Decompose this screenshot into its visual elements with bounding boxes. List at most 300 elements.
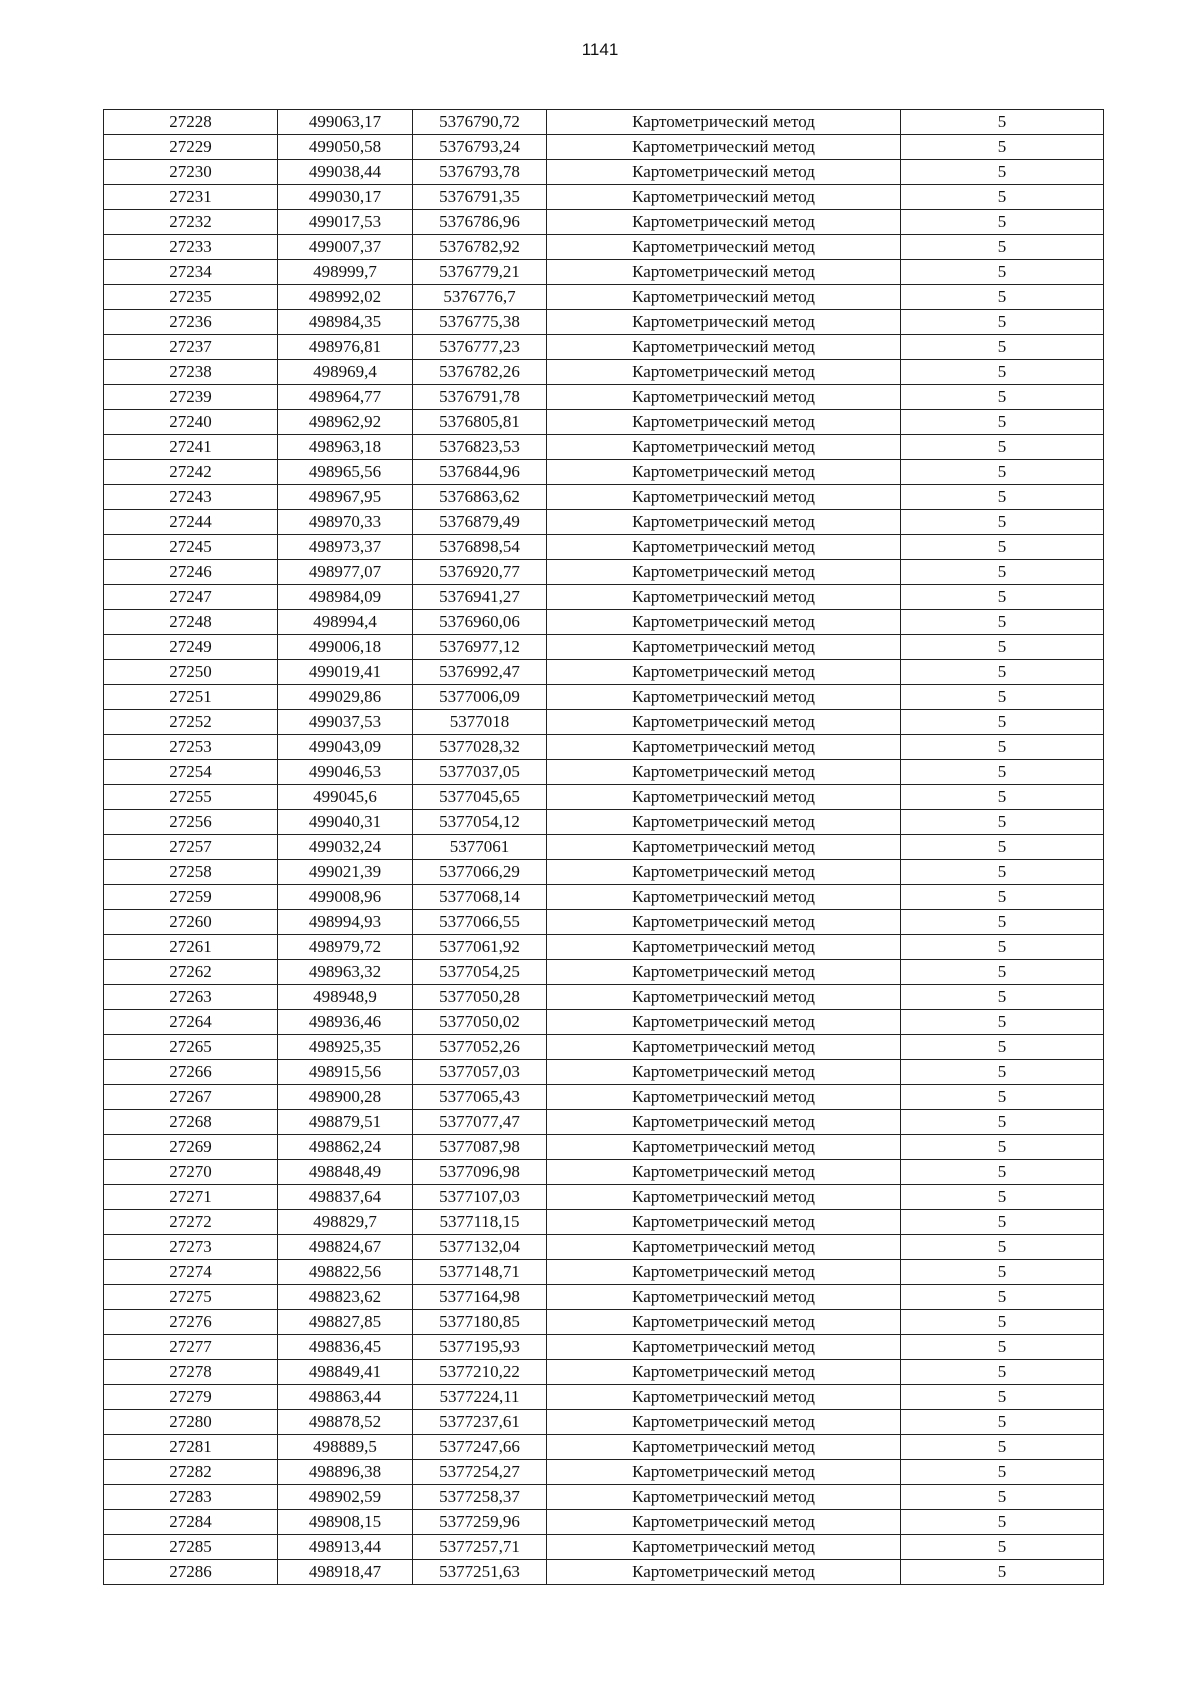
table-row: [104, 985, 1104, 1010]
x-coordinate-cell: 499037,53: [278, 710, 413, 735]
accuracy-cell: 5: [901, 835, 1104, 860]
accuracy-cell: 5: [901, 885, 1104, 910]
method-cell: Картометрический метод: [547, 1085, 901, 1110]
point-number-cell: 27269: [104, 1135, 278, 1160]
table-row: [104, 1135, 1104, 1160]
x-coordinate-cell: 499046,53: [278, 760, 413, 785]
y-coordinate-cell: 5377237,61: [413, 1410, 547, 1435]
x-coordinate-cell: 499008,96: [278, 885, 413, 910]
table-row: [104, 135, 1104, 160]
y-coordinate-cell: 5376992,47: [413, 660, 547, 685]
point-number-cell: 27261: [104, 935, 278, 960]
accuracy-cell: 5: [901, 1110, 1104, 1135]
method-cell: Картометрический метод: [547, 1260, 901, 1285]
x-coordinate-cell: 498863,44: [278, 1385, 413, 1410]
x-coordinate-cell: 498963,18: [278, 435, 413, 460]
accuracy-cell: 5: [901, 210, 1104, 235]
point-number-cell: 27274: [104, 1260, 278, 1285]
x-coordinate-cell: 498964,77: [278, 385, 413, 410]
point-number-cell: 27252: [104, 710, 278, 735]
point-number-cell: 27268: [104, 1110, 278, 1135]
method-cell: Картометрический метод: [547, 1410, 901, 1435]
x-coordinate-cell: 499050,58: [278, 135, 413, 160]
table-row: [104, 560, 1104, 585]
accuracy-cell: 5: [901, 460, 1104, 485]
point-number-cell: 27243: [104, 485, 278, 510]
point-number-cell: 27262: [104, 960, 278, 985]
table-row: [104, 1285, 1104, 1310]
table-row: [104, 935, 1104, 960]
table-row: [104, 1460, 1104, 1485]
y-coordinate-cell: 5377057,03: [413, 1060, 547, 1085]
accuracy-cell: 5: [901, 1235, 1104, 1260]
method-cell: Картометрический метод: [547, 260, 901, 285]
method-cell: Картометрический метод: [547, 735, 901, 760]
accuracy-cell: 5: [901, 610, 1104, 635]
accuracy-cell: 5: [901, 585, 1104, 610]
point-number-cell: 27228: [104, 110, 278, 135]
y-coordinate-cell: 5377257,71: [413, 1535, 547, 1560]
y-coordinate-cell: 5376777,23: [413, 335, 547, 360]
accuracy-cell: 5: [901, 660, 1104, 685]
x-coordinate-cell: 498969,4: [278, 360, 413, 385]
table-row: [104, 610, 1104, 635]
point-number-cell: 27234: [104, 260, 278, 285]
table-row: [104, 310, 1104, 335]
accuracy-cell: 5: [901, 1560, 1104, 1585]
accuracy-cell: 5: [901, 485, 1104, 510]
table-row: [104, 1060, 1104, 1085]
method-cell: Картометрический метод: [547, 310, 901, 335]
method-cell: Картометрический метод: [547, 410, 901, 435]
y-coordinate-cell: 5376920,77: [413, 560, 547, 585]
x-coordinate-cell: 498900,28: [278, 1085, 413, 1110]
method-cell: Картометрический метод: [547, 785, 901, 810]
y-coordinate-cell: 5376941,27: [413, 585, 547, 610]
x-coordinate-cell: 498878,52: [278, 1410, 413, 1435]
point-number-cell: 27246: [104, 560, 278, 585]
y-coordinate-cell: 5377050,02: [413, 1010, 547, 1035]
table-row: [104, 810, 1104, 835]
x-coordinate-cell: 499038,44: [278, 160, 413, 185]
x-coordinate-cell: 498992,02: [278, 285, 413, 310]
point-number-cell: 27258: [104, 860, 278, 885]
point-number-cell: 27279: [104, 1385, 278, 1410]
table-row: [104, 210, 1104, 235]
y-coordinate-cell: 5376793,24: [413, 135, 547, 160]
point-number-cell: 27270: [104, 1160, 278, 1185]
method-cell: Картометрический метод: [547, 385, 901, 410]
method-cell: Картометрический метод: [547, 835, 901, 860]
point-number-cell: 27245: [104, 535, 278, 560]
accuracy-cell: 5: [901, 1035, 1104, 1060]
method-cell: Картометрический метод: [547, 810, 901, 835]
y-coordinate-cell: 5377247,66: [413, 1435, 547, 1460]
x-coordinate-cell: 498994,93: [278, 910, 413, 935]
y-coordinate-cell: 5376793,78: [413, 160, 547, 185]
method-cell: Картометрический метод: [547, 1285, 901, 1310]
table-row: [104, 335, 1104, 360]
x-coordinate-cell: 499043,09: [278, 735, 413, 760]
accuracy-cell: 5: [901, 310, 1104, 335]
method-cell: Картометрический метод: [547, 1035, 901, 1060]
table-row: [104, 1360, 1104, 1385]
table-row: [104, 885, 1104, 910]
x-coordinate-cell: 498965,56: [278, 460, 413, 485]
x-coordinate-cell: 498849,41: [278, 1360, 413, 1385]
table-row: [104, 585, 1104, 610]
point-number-cell: 27273: [104, 1235, 278, 1260]
y-coordinate-cell: 5376779,21: [413, 260, 547, 285]
table-row: [104, 385, 1104, 410]
x-coordinate-cell: 498896,38: [278, 1460, 413, 1485]
y-coordinate-cell: 5376823,53: [413, 435, 547, 460]
accuracy-cell: 5: [901, 560, 1104, 585]
accuracy-cell: 5: [901, 1335, 1104, 1360]
y-coordinate-cell: 5376776,7: [413, 285, 547, 310]
x-coordinate-cell: 499040,31: [278, 810, 413, 835]
y-coordinate-cell: 5376782,26: [413, 360, 547, 385]
method-cell: Картометрический метод: [547, 335, 901, 360]
y-coordinate-cell: 5377180,85: [413, 1310, 547, 1335]
point-number-cell: 27256: [104, 810, 278, 835]
point-number-cell: 27260: [104, 910, 278, 935]
y-coordinate-cell: 5377066,55: [413, 910, 547, 935]
x-coordinate-cell: 499021,39: [278, 860, 413, 885]
point-number-cell: 27277: [104, 1335, 278, 1360]
point-number-cell: 27282: [104, 1460, 278, 1485]
coordinates-table-body: [104, 110, 1104, 1585]
table-row: [104, 785, 1104, 810]
y-coordinate-cell: 5376786,96: [413, 210, 547, 235]
table-row: [104, 1160, 1104, 1185]
method-cell: Картометрический метод: [547, 435, 901, 460]
point-number-cell: 27276: [104, 1310, 278, 1335]
method-cell: Картометрический метод: [547, 1360, 901, 1385]
y-coordinate-cell: 5377052,26: [413, 1035, 547, 1060]
method-cell: Картометрический метод: [547, 510, 901, 535]
x-coordinate-cell: 498837,64: [278, 1185, 413, 1210]
point-number-cell: 27230: [104, 160, 278, 185]
x-coordinate-cell: 499017,53: [278, 210, 413, 235]
point-number-cell: 27283: [104, 1485, 278, 1510]
method-cell: Картометрический метод: [547, 685, 901, 710]
y-coordinate-cell: 5377065,43: [413, 1085, 547, 1110]
x-coordinate-cell: 498902,59: [278, 1485, 413, 1510]
point-number-cell: 27266: [104, 1060, 278, 1085]
x-coordinate-cell: 498918,47: [278, 1560, 413, 1585]
x-coordinate-cell: 498984,35: [278, 310, 413, 335]
accuracy-cell: 5: [901, 1385, 1104, 1410]
table-row: [104, 1310, 1104, 1335]
table-row: [104, 660, 1104, 685]
point-number-cell: 27254: [104, 760, 278, 785]
point-number-cell: 27285: [104, 1535, 278, 1560]
x-coordinate-cell: 498829,7: [278, 1210, 413, 1235]
accuracy-cell: 5: [901, 960, 1104, 985]
accuracy-cell: 5: [901, 1435, 1104, 1460]
table-row: [104, 1235, 1104, 1260]
x-coordinate-cell: 499045,6: [278, 785, 413, 810]
table-row: [104, 1110, 1104, 1135]
table-row: [104, 735, 1104, 760]
x-coordinate-cell: 498915,56: [278, 1060, 413, 1085]
y-coordinate-cell: 5377087,98: [413, 1135, 547, 1160]
table-row: [104, 185, 1104, 210]
point-number-cell: 27259: [104, 885, 278, 910]
x-coordinate-cell: 498879,51: [278, 1110, 413, 1135]
accuracy-cell: 5: [901, 1510, 1104, 1535]
method-cell: Картометрический метод: [547, 610, 901, 635]
method-cell: Картометрический метод: [547, 1185, 901, 1210]
y-coordinate-cell: 5377254,27: [413, 1460, 547, 1485]
point-number-cell: 27275: [104, 1285, 278, 1310]
accuracy-cell: 5: [901, 1535, 1104, 1560]
x-coordinate-cell: 498994,4: [278, 610, 413, 635]
table-row: [104, 435, 1104, 460]
point-number-cell: 27263: [104, 985, 278, 1010]
y-coordinate-cell: 5377037,05: [413, 760, 547, 785]
method-cell: Картометрический метод: [547, 285, 901, 310]
accuracy-cell: 5: [901, 1210, 1104, 1235]
y-coordinate-cell: 5377006,09: [413, 685, 547, 710]
table-row: [104, 1560, 1104, 1585]
table-row: [104, 1260, 1104, 1285]
method-cell: Картометрический метод: [547, 1485, 901, 1510]
x-coordinate-cell: 498973,37: [278, 535, 413, 560]
table-row: [104, 460, 1104, 485]
table-row: [104, 1035, 1104, 1060]
method-cell: Картометрический метод: [547, 960, 901, 985]
method-cell: Картометрический метод: [547, 935, 901, 960]
table-row: [104, 1335, 1104, 1360]
method-cell: Картометрический метод: [547, 1535, 901, 1560]
y-coordinate-cell: 5377107,03: [413, 1185, 547, 1210]
accuracy-cell: 5: [901, 760, 1104, 785]
table-row: [104, 1185, 1104, 1210]
method-cell: Картометрический метод: [547, 1235, 901, 1260]
table-row: [104, 110, 1104, 135]
method-cell: Картометрический метод: [547, 1160, 901, 1185]
accuracy-cell: 5: [901, 1360, 1104, 1385]
point-number-cell: 27255: [104, 785, 278, 810]
accuracy-cell: 5: [901, 735, 1104, 760]
table-row: [104, 960, 1104, 985]
method-cell: Картометрический метод: [547, 1110, 901, 1135]
accuracy-cell: 5: [901, 1485, 1104, 1510]
method-cell: Картометрический метод: [547, 1435, 901, 1460]
accuracy-cell: 5: [901, 1060, 1104, 1085]
x-coordinate-cell: 498948,9: [278, 985, 413, 1010]
accuracy-cell: 5: [901, 185, 1104, 210]
method-cell: Картометрический метод: [547, 235, 901, 260]
point-number-cell: 27241: [104, 435, 278, 460]
point-number-cell: 27267: [104, 1085, 278, 1110]
point-number-cell: 27264: [104, 1010, 278, 1035]
point-number-cell: 27236: [104, 310, 278, 335]
point-number-cell: 27271: [104, 1185, 278, 1210]
table-row: [104, 1085, 1104, 1110]
y-coordinate-cell: 5376805,81: [413, 410, 547, 435]
y-coordinate-cell: 5376898,54: [413, 535, 547, 560]
y-coordinate-cell: 5377045,65: [413, 785, 547, 810]
y-coordinate-cell: 5376782,92: [413, 235, 547, 260]
accuracy-cell: 5: [901, 710, 1104, 735]
x-coordinate-cell: 498824,67: [278, 1235, 413, 1260]
point-number-cell: 27247: [104, 585, 278, 610]
point-number-cell: 27239: [104, 385, 278, 410]
accuracy-cell: 5: [901, 360, 1104, 385]
point-number-cell: 27284: [104, 1510, 278, 1535]
table-row: [104, 635, 1104, 660]
x-coordinate-cell: 498827,85: [278, 1310, 413, 1335]
table-row: [104, 160, 1104, 185]
accuracy-cell: 5: [901, 1085, 1104, 1110]
x-coordinate-cell: 498962,92: [278, 410, 413, 435]
point-number-cell: 27280: [104, 1410, 278, 1435]
y-coordinate-cell: 5377061: [413, 835, 547, 860]
y-coordinate-cell: 5377251,63: [413, 1560, 547, 1585]
y-coordinate-cell: 5377077,47: [413, 1110, 547, 1135]
point-number-cell: 27286: [104, 1560, 278, 1585]
y-coordinate-cell: 5376791,78: [413, 385, 547, 410]
point-number-cell: 27229: [104, 135, 278, 160]
method-cell: Картометрический метод: [547, 710, 901, 735]
accuracy-cell: 5: [901, 685, 1104, 710]
x-coordinate-cell: 498977,07: [278, 560, 413, 585]
accuracy-cell: 5: [901, 335, 1104, 360]
table-row: [104, 260, 1104, 285]
table-row: [104, 860, 1104, 885]
method-cell: Картометрический метод: [547, 1560, 901, 1585]
accuracy-cell: 5: [901, 1410, 1104, 1435]
method-cell: Картометрический метод: [547, 760, 901, 785]
accuracy-cell: 5: [901, 810, 1104, 835]
y-coordinate-cell: 5377210,22: [413, 1360, 547, 1385]
y-coordinate-cell: 5376791,35: [413, 185, 547, 210]
accuracy-cell: 5: [901, 160, 1104, 185]
table-row: [104, 1210, 1104, 1235]
method-cell: Картометрический метод: [547, 1210, 901, 1235]
accuracy-cell: 5: [901, 1310, 1104, 1335]
table-row: [104, 285, 1104, 310]
table-row: [104, 360, 1104, 385]
accuracy-cell: 5: [901, 1285, 1104, 1310]
method-cell: Картометрический метод: [547, 1460, 901, 1485]
x-coordinate-cell: 498823,62: [278, 1285, 413, 1310]
x-coordinate-cell: 498925,35: [278, 1035, 413, 1060]
table-row: [104, 410, 1104, 435]
y-coordinate-cell: 5376863,62: [413, 485, 547, 510]
point-number-cell: 27238: [104, 360, 278, 385]
method-cell: Картометрический метод: [547, 635, 901, 660]
accuracy-cell: 5: [901, 510, 1104, 535]
point-number-cell: 27253: [104, 735, 278, 760]
method-cell: Картометрический метод: [547, 910, 901, 935]
y-coordinate-cell: 5377054,12: [413, 810, 547, 835]
y-coordinate-cell: 5377068,14: [413, 885, 547, 910]
table-row: [104, 235, 1104, 260]
point-number-cell: 27250: [104, 660, 278, 685]
accuracy-cell: 5: [901, 535, 1104, 560]
x-coordinate-cell: 498970,33: [278, 510, 413, 535]
y-coordinate-cell: 5376960,06: [413, 610, 547, 635]
point-number-cell: 27257: [104, 835, 278, 860]
x-coordinate-cell: 499030,17: [278, 185, 413, 210]
page-number: 1141: [581, 40, 619, 59]
x-coordinate-cell: 499019,41: [278, 660, 413, 685]
method-cell: Картометрический метод: [547, 185, 901, 210]
accuracy-cell: 5: [901, 985, 1104, 1010]
x-coordinate-cell: 499007,37: [278, 235, 413, 260]
y-coordinate-cell: 5377132,04: [413, 1235, 547, 1260]
method-cell: Картометрический метод: [547, 360, 901, 385]
accuracy-cell: 5: [901, 110, 1104, 135]
y-coordinate-cell: 5377061,92: [413, 935, 547, 960]
method-cell: Картометрический метод: [547, 460, 901, 485]
table-row: [104, 1510, 1104, 1535]
table-row: [104, 1535, 1104, 1560]
table-row: [104, 485, 1104, 510]
x-coordinate-cell: 498967,95: [278, 485, 413, 510]
point-number-cell: 27248: [104, 610, 278, 635]
y-coordinate-cell: 5376790,72: [413, 110, 547, 135]
table-row: [104, 835, 1104, 860]
x-coordinate-cell: 498976,81: [278, 335, 413, 360]
method-cell: Картометрический метод: [547, 1335, 901, 1360]
x-coordinate-cell: 498862,24: [278, 1135, 413, 1160]
method-cell: Картометрический метод: [547, 110, 901, 135]
accuracy-cell: 5: [901, 910, 1104, 935]
y-coordinate-cell: 5377050,28: [413, 985, 547, 1010]
point-number-cell: 27278: [104, 1360, 278, 1385]
x-coordinate-cell: 498889,5: [278, 1435, 413, 1460]
y-coordinate-cell: 5377028,32: [413, 735, 547, 760]
y-coordinate-cell: 5376775,38: [413, 310, 547, 335]
point-number-cell: 27232: [104, 210, 278, 235]
point-number-cell: 27237: [104, 335, 278, 360]
method-cell: Картометрический метод: [547, 1060, 901, 1085]
point-number-cell: 27233: [104, 235, 278, 260]
accuracy-cell: 5: [901, 935, 1104, 960]
accuracy-cell: 5: [901, 1460, 1104, 1485]
y-coordinate-cell: 5377018: [413, 710, 547, 735]
y-coordinate-cell: 5377224,11: [413, 1385, 547, 1410]
point-number-cell: 27251: [104, 685, 278, 710]
accuracy-cell: 5: [901, 410, 1104, 435]
method-cell: Картометрический метод: [547, 560, 901, 585]
x-coordinate-cell: 499029,86: [278, 685, 413, 710]
table-row: [104, 910, 1104, 935]
x-coordinate-cell: 498979,72: [278, 935, 413, 960]
accuracy-cell: 5: [901, 1160, 1104, 1185]
method-cell: Картометрический метод: [547, 210, 901, 235]
table-row: [104, 1410, 1104, 1435]
y-coordinate-cell: 5377259,96: [413, 1510, 547, 1535]
accuracy-cell: 5: [901, 235, 1104, 260]
method-cell: Картометрический метод: [547, 160, 901, 185]
y-coordinate-cell: 5377195,93: [413, 1335, 547, 1360]
accuracy-cell: 5: [901, 1010, 1104, 1035]
accuracy-cell: 5: [901, 135, 1104, 160]
y-coordinate-cell: 5376977,12: [413, 635, 547, 660]
method-cell: Картометрический метод: [547, 1510, 901, 1535]
accuracy-cell: 5: [901, 860, 1104, 885]
method-cell: Картометрический метод: [547, 1310, 901, 1335]
point-number-cell: 27231: [104, 185, 278, 210]
y-coordinate-cell: 5376879,49: [413, 510, 547, 535]
accuracy-cell: 5: [901, 435, 1104, 460]
